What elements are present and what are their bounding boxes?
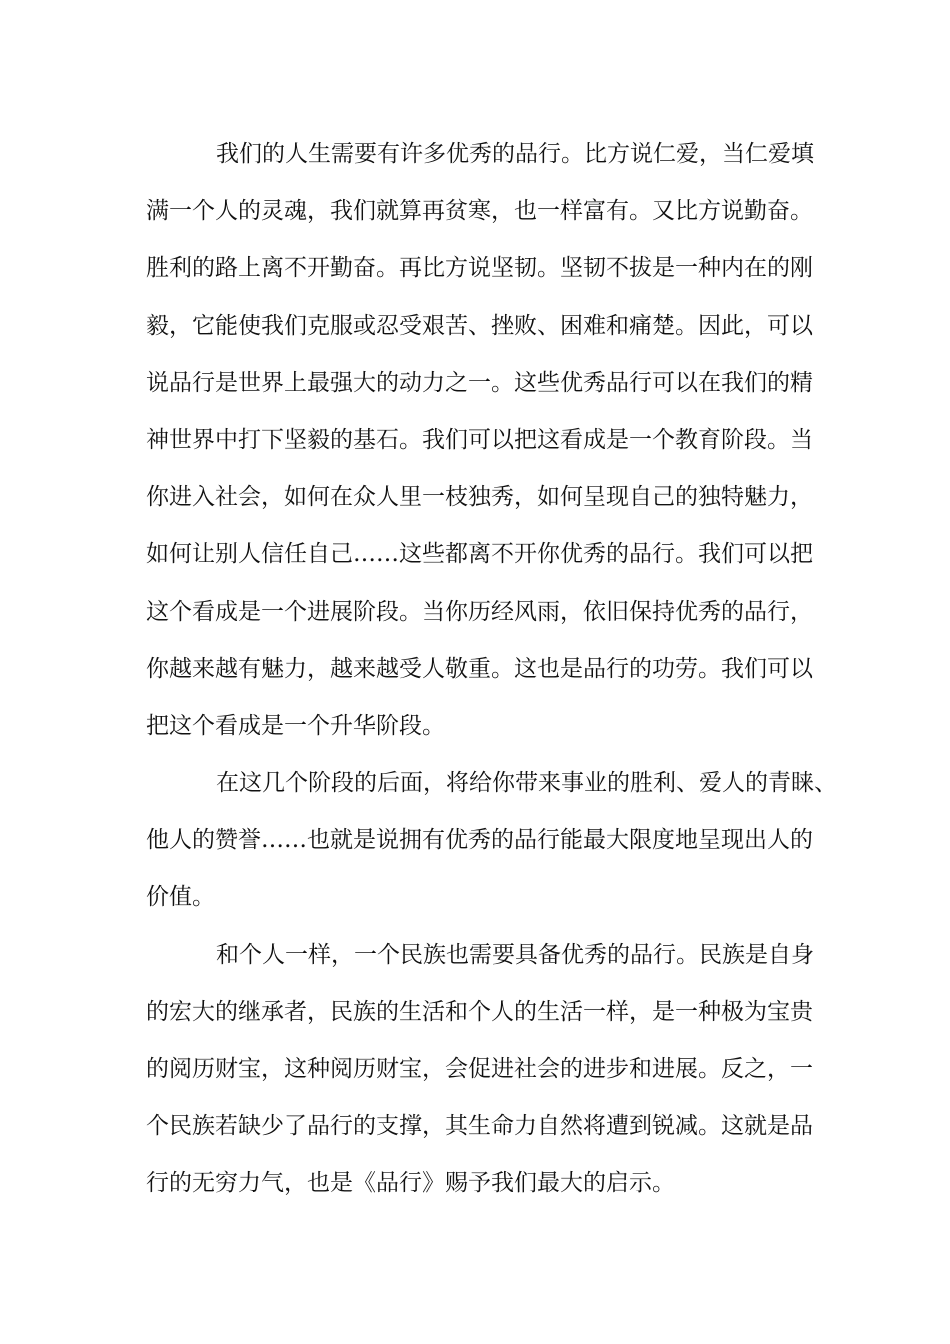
paragraph-3 bbox=[146, 932, 826, 1218]
text-line: 个民族若缺少了品行的支撑，其生命力自然将遭到锐减。这就是品 bbox=[146, 1113, 813, 1140]
text-line: 的宏大的继承者，民族的生活和个人的生活一样，是一种极为宝贵 bbox=[146, 998, 813, 1025]
text-line: 这个看成是一个进展阶段。当你历经风雨，依旧保持优秀的品行， bbox=[146, 598, 813, 625]
text-line: 毅，它能使我们克服或忍受艰苦、挫败、困难和痛楚。因此，可以 bbox=[146, 312, 813, 339]
text-line: 和个人一样，一个民族也需要具备优秀的品行。民族是自身 bbox=[216, 941, 814, 968]
text-line: 说品行是世界上最强大的动力之一。这些优秀品行可以在我们的精 bbox=[146, 369, 813, 396]
text-line: 满一个人的灵魂，我们就算再贫寒，也一样富有。又比方说勤奋。 bbox=[146, 198, 813, 225]
text-line: 你进入社会，如何在众人里一枝独秀，如何呈现自己的独特魅力， bbox=[146, 484, 813, 511]
text-line: 价值。 bbox=[146, 884, 215, 911]
text-line: 神世界中打下坚毅的基石。我们可以把这看成是一个教育阶段。当 bbox=[146, 426, 813, 453]
text-line: 在这几个阶段的后面，将给你带来事业的胜利、爱人的青睐、 bbox=[216, 770, 837, 797]
text-line: 如何让别人信任自己……这些都离不开你优秀的品行。我们可以把 bbox=[146, 541, 813, 568]
paragraph-1 bbox=[146, 131, 826, 760]
text-line: 胜利的路上离不开勤奋。再比方说坚韧。坚韧不拔是一种内在的刚 bbox=[146, 255, 813, 282]
paragraph-2 bbox=[146, 760, 837, 932]
text-line: 我们的人生需要有许多优秀的品行。比方说仁爱，当仁爱填 bbox=[216, 141, 814, 167]
text-line: 把这个看成是一个升华阶段。 bbox=[146, 712, 445, 739]
document-body bbox=[146, 131, 837, 1218]
text-line: 你越来越有魅力，越来越受人敬重。这也是品行的功劳。我们可以 bbox=[146, 655, 813, 682]
text-line: 的阅历财宝，这种阅历财宝，会促进社会的进步和进展。反之，一 bbox=[146, 1056, 813, 1082]
text-line: 他人的赞誉……也就是说拥有优秀的品行能最大限度地呈现出人的 bbox=[146, 827, 813, 854]
text-line: 行的无穷力气，也是《品行》赐予我们最大的启示。 bbox=[146, 1170, 675, 1197]
